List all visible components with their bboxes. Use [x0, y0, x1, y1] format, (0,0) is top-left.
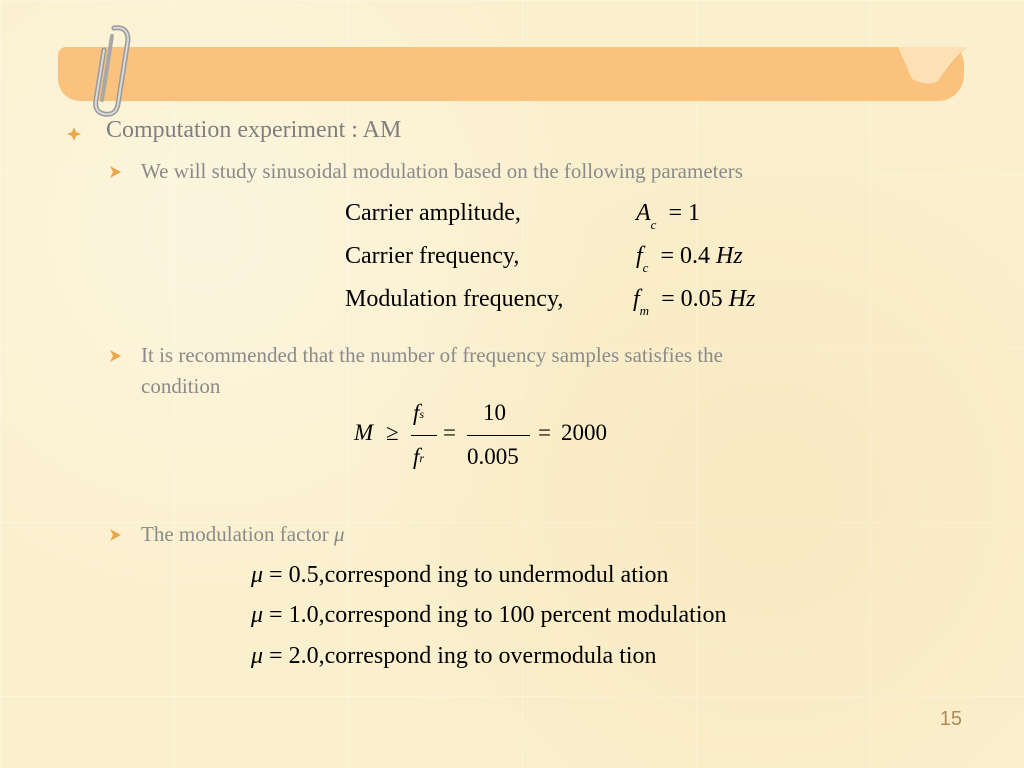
fraction-line-values [467, 435, 530, 436]
condition-eq2: = [538, 420, 551, 445]
arrow-bullet-icon [110, 529, 121, 541]
condition-den-symbol: fr [413, 444, 425, 469]
page-number: 15 [939, 708, 962, 730]
condition-num-symbol: fs [413, 400, 425, 425]
param-label-modulation-frequency: Modulation frequency, [345, 286, 564, 312]
condition-geq: ≥ [386, 420, 399, 445]
condition-num-value: 10 [483, 400, 506, 425]
arrow-bullet-icon [110, 166, 121, 178]
condition-result: 2000 [561, 420, 607, 445]
param-equation-carrier-frequency: $f_c = 0.4$ Hz [636, 243, 743, 275]
fraction-line-symbols [411, 435, 437, 436]
sub-bullet-condition-line1: It is recommended that the number of frequency samples satisfies the [141, 343, 723, 367]
page-curl-icon [898, 47, 966, 87]
condition-den-value: 0.005 [467, 444, 519, 469]
sub-bullet-modulation-factor: The modulation factor μ [141, 522, 345, 546]
param-equation-modulation-frequency: $f_m = 0.05$ Hz [633, 286, 756, 318]
condition-lhs: M [354, 420, 374, 445]
sub-bullet-condition-line2: condition [141, 374, 221, 398]
sub-bullet-parameters: We will study sinusoidal modulation based on the following parameters [141, 159, 743, 183]
param-label-carrier-amplitude: Carrier amplitude, [345, 200, 521, 226]
diamond-bullet-icon [67, 127, 81, 141]
param-label-carrier-frequency: Carrier frequency, [345, 243, 520, 269]
paperclip-icon [88, 22, 138, 118]
modulation-case-under: μ = 0.5,correspond ing to undermodul ation [251, 562, 669, 588]
param-equation-carrier-amplitude: $A_c = 1$ [636, 200, 700, 232]
main-bullet-text: Computation experiment : AM [106, 117, 402, 143]
condition-eq1: = [443, 420, 456, 445]
header-banner [58, 47, 964, 101]
modulation-case-over: μ = 2.0,correspond ing to overmodula tion [251, 643, 657, 669]
arrow-bullet-icon [110, 350, 121, 362]
modulation-case-100-percent: μ = 1.0,correspond ing to 100 percent modulation [251, 602, 727, 628]
